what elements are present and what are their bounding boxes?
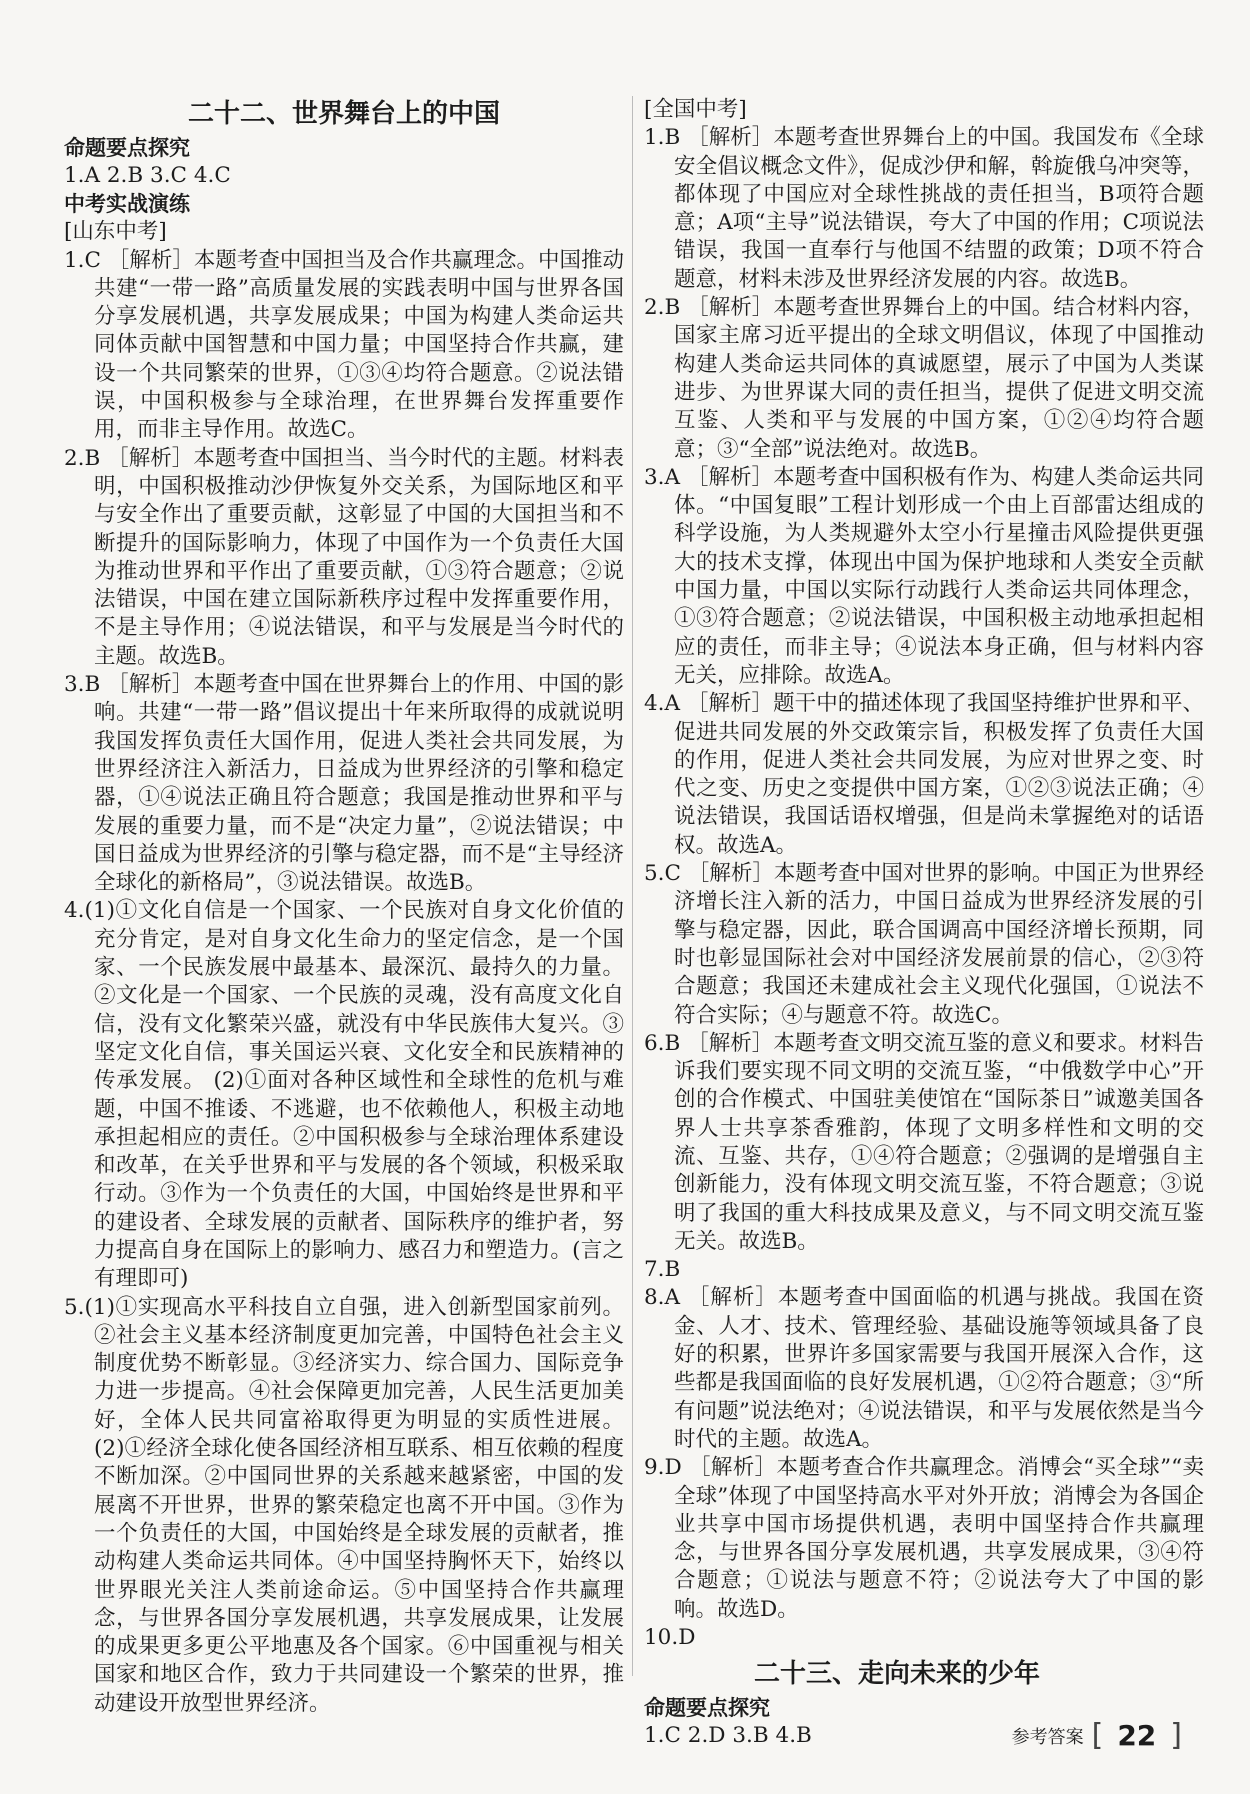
chapter-title: 二十二、世界舞台上的中国	[187, 99, 500, 129]
answer-item: 6.B ［解析］本题考查文明交流互鉴的意义和要求。材料告诉我们要实现不同文明的交流互鉴，“中俄数学中心”开创的合作模式、中国驻美使馆在“国际茶日”诚邀美国各界人士共享茶香雅韵，体现了文明多样性和文明的交流、互鉴、共存，①④符合题意；②强调的是增强自主创新能力，没有体现文明交流互鉴，不符合题意；③说明了我国的重大科技成果及意义，与不同文明交流互鉴无关。故选B。	[644, 1030, 1204, 1254]
section-heading: 命题要点探究	[644, 1696, 770, 1721]
answer-item: 7.B	[644, 1257, 681, 1283]
answer-item: 9.D ［解析］本题考查合作共赢理念。消博会“买全球”“卖全球”体现了中国坚持高水平对外开放；消博会为各国企业共享中国市场提供机遇，表明中国坚持合作共赢理念，与世界各国分享发展机遇，共享发展成果，③④符合题意；①说法与题意不符；②说法夸大了中国的影响。故选D。	[644, 1455, 1204, 1622]
bracket-left: [	[1091, 1718, 1104, 1753]
page-footer	[1012, 1718, 1182, 1753]
answer-item: 5.(1)①实现高水平科技自立自强，进入创新型国家前列。②社会主义基本经济制度更加完善，中国特色社会主义制度优势不断彰显。③经济实力、综合国力、国际竞争力进一步提高。④社会保障更加完善，人民生活更加美好，全体人民共同富裕取得更为明显的实质性进展。 (2)①经济全球化使各国经济相互联系、相互依赖的程度不断加深。②中国同世界的关系越来越紧密，中国的发展离不开世界，世界的繁荣稳定也离不开中国。③作为一个负责任的大国，中国始终是全球发展的贡献者，推动构建人类命运共同体。④中国坚持胸怀天下，始终以世界眼光关注人类前途命运。⑤中国坚持合作共赢理念，与世界各国分享发展机遇，共享发展成果，让发展的成果更多更公平地惠及各个国家。⑥中国重视与相关国家和地区合作，致力于共同建设一个繁荣的世界，推动建设开放型世界经济。	[64, 1294, 624, 1716]
answer-item: 4.A ［解析］题干中的描述体现了我国坚持维护世界和平、促进共同发展的外交政策宗旨，积极发挥了负责任大国的作用，促进人类社会共同发展，为应对世界之变、时代之变、历史之变提供中国方案，①②③说法正确；④说法错误，我国话语权增强，但是尚未掌握绝对的话语权。故选A。	[644, 691, 1204, 858]
right-column	[644, 96, 1204, 1751]
footer-label: 参考答案	[1011, 1726, 1084, 1748]
answer-item: 5.C ［解析］本题考查中国对世界的影响。中国正为世界经济增长注入新的活力，中国日益成为世界经济发展的引擎与稳定器，因此，联合国调高中国经济增长预期，同时也彰显国际社会对中国经济发展前景的信心，②③符合题意；我国还未建成社会主义现代化强国，①说法不符合实际；④与题意不符。故选C。	[644, 861, 1204, 1028]
answer-item: 2.B ［解析］本题考查中国担当、当今时代的主题。材料表明，中国积极推动沙伊恢复外交关系，为国际地区和平与安全作出了重要贡献，这彰显了中国的大国担当和不断提升的国际影响力，体现了中国作为一个负责任大国为推动世界和平作出了重要贡献，①③符合题意；②说法错误，中国在建立国际新秩序过程中发挥重要作用，不是主导作用；④说法错误，和平与发展是当今时代的主题。故选B。	[64, 445, 624, 669]
answer-item: 3.B ［解析］本题考查中国在世界舞台上的作用、中国的影响。共建“一带一路”倡议提出十年来所取得的成就说明我国发挥负责任大国作用，促进人类社会共同发展，为世界经济注入新活力，日益成为世界经济的引擎和稳定器，①④说法正确且符合题意；我国是推动世界和平与发展的重要力量，而不是“决定力量”，②说法错误；中国日益成为世界经济的引擎与稳定器，而不是“主导经济全球化的新格局”，③说法错误。故选B。	[64, 672, 624, 896]
answer-item: 1.B ［解析］本题考查世界舞台上的中国。我国发布《全球安全倡议概念文件》，促成沙伊和解，斡旋俄乌冲突等，都体现了中国应对全球性挑战的责任担当，B项符合题意；A项“主导”说法错误，夸大了中国的作用；C项说法错误，我国一直奉行与他国不结盟的政策；D项不符合题意，材料未涉及世界经济发展的内容。故选B。	[644, 125, 1204, 292]
answer-item: 2.B ［解析］本题考查世界舞台上的中国。结合材料内容，国家主席习近平提出的全球文明倡议，体现了中国推动构建人类命运共同体的真诚愿望，展示了中国为人类谋进步、为世界谋大同的责任担当，提供了促进文明交流互鉴、人类和平与发展的中国方案，①②④均符合题意；③“全部”说法绝对。故选B。	[644, 295, 1204, 462]
region-tag: [ 全国中考 ]	[644, 96, 747, 124]
answer-item: 1.C ［解析］本题考查中国担当及合作共赢理念。中国推动共建“一带一路”高质量发展的实践表明中国与世界各国分享发展机遇，共享发展成果；中国为构建人类命运共同体贡献中国智慧和中国力量；中国坚持合作共赢，建设一个共同繁荣的世界，①③④均符合题意。②说法错误，中国积极参与全球治理，在世界舞台发挥重要作用，而非主导作用。故选C。	[64, 247, 624, 443]
bracket-right: ]	[1170, 1718, 1182, 1753]
chapter-title: 二十三、走向未来的少年	[754, 1659, 1041, 1690]
answer-item: 10.D	[644, 1625, 696, 1651]
answer-line: 1.C 2.D 3.B 4.B	[644, 1723, 812, 1749]
left-column	[64, 96, 624, 1718]
answer-line: 1.A 2.B 3.C 4.C	[64, 163, 231, 188]
answer-item: 8.A ［解析］本题考查中国面临的机遇与挑战。我国在资金、人才、技术、管理经验、基础设施等领域具备了良好的积累，世界许多国家需要与我国开展深入合作，这些都是我国面临的良好发展机遇，①②符合题意；③“所有问题”说法绝对；④说法错误，和平与发展依然是当今时代的主题。故选A。	[644, 1285, 1204, 1452]
region-tag: [ 山东中考 ]	[64, 218, 167, 246]
column-divider	[632, 96, 633, 1676]
answer-item: 3.A ［解析］本题考查中国积极有作为、构建人类命运共同体。“中国复眼”工程计划形成一个由上百部雷达组成的科学设施，为人类规避外太空小行星撞击风险提供更强大的技术支撑，体现出中国为保护地球和人类安全贡献中国力量，中国以实际行动践行人类命运共同体理念，①③符合题意；②说法错误，中国积极主动地承担起相应的责任，而非主导；④说法本身正确，但与材料内容无关，应排除。故选A。	[644, 464, 1204, 688]
page-number: 22	[1117, 1719, 1157, 1752]
answer-item: 4.(1)①文化自信是一个国家、一个民族对自身文化价值的充分肯定，是对自身文化生命力的坚定信念，是一个国家、一个民族发展中最基本、最深沉、最持久的力量。②文化是一个国家、一个民族的灵魂，没有高度文化自信，没有文化繁荣兴盛，就没有中华民族伟大复兴。③坚定文化自信，事关国运兴衰、文化安全和民族精神的传承发展。 (2)①面对各种区域性和全球性的危机与难题，中国不推诿、不逃避，也不依赖他人，积极主动地承担起相应的责任。②中国积极参与全球治理体系建设和改革，在关乎世界和平与发展的各个领域，积极采取行动。③作为一个负责任的大国，中国始终是世界和平的建设者、全球发展的贡献者、国际秩序的维护者，努力提高自身在国际上的影响力、感召力和塑造力。(言之有理即可)	[64, 898, 624, 1292]
section-heading: 中考实战演练	[64, 192, 190, 217]
section-heading: 命题要点探究	[64, 136, 190, 160]
